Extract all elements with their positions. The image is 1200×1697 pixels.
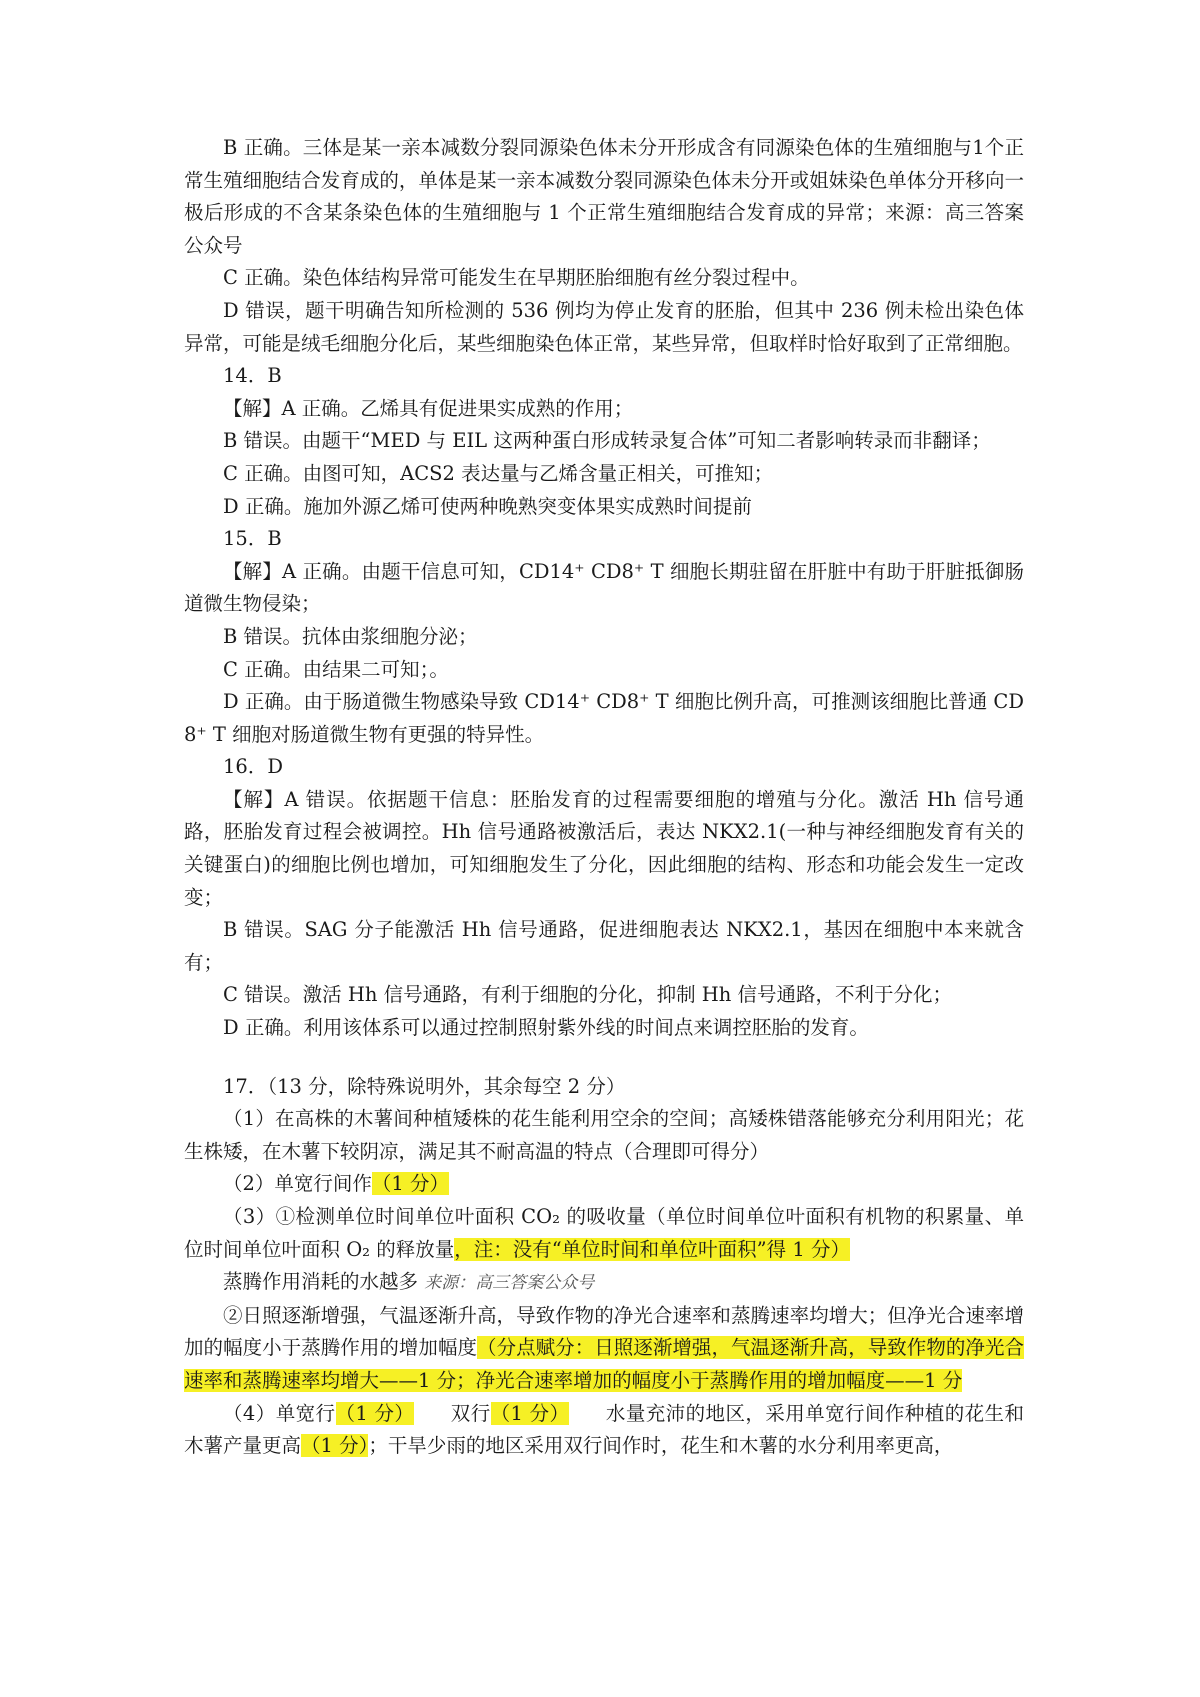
q17-part4	[184, 1398, 1024, 1463]
q17-part2-text: （2）单宽行间作	[223, 1172, 372, 1196]
q17-part4-a: （4）单宽行	[223, 1401, 336, 1425]
score-note-highlight: ，注：没有“单位时间和单位叶面积”得 1 分）	[454, 1237, 850, 1261]
q17-part3-extra	[184, 1266, 1024, 1300]
q13-option-c: C 正确。染色体结构异常可能发生在早期胚胎细胞有丝分裂过程中。	[223, 266, 810, 290]
q14-option-c: C 正确。由图可知，ACS2 表达量与乙烯含量正相关，可推知；	[223, 461, 774, 485]
q16-option-a: 【解】A 错误。依据题干信息：胚胎发育的过程需要细胞的增殖与分化。激活 Hh 信号通路，胚胎发育过程会被调控。Hh 信号通路被激活后，表达 NKX2.1(一种与神经细胞发育有关的关键蛋白)的细胞比例也增加，可知细胞发生了分化，因此细胞的结构、形态和功能会发生一定改变；	[184, 787, 1024, 909]
q16-option-c: C 错误。激活 Hh 信号通路，有利于细胞的分化，抑制 Hh 信号通路，不利于分化；	[223, 983, 953, 1007]
q17-part2	[184, 1168, 1024, 1201]
q13-option-d: D 错误，题干明确告知所检测的 536 例均为停止发育的胚胎，但其中 236 例未检出染色体异常，可能是绒毛细胞分化后，某些细胞染色体正常，某些异常，但取样时恰好取到了正常细胞。	[184, 298, 1024, 355]
q16-option-d: D 正确。利用该体系可以通过控制照射紫外线的时间点来调控胚胎的发育。	[223, 1016, 869, 1040]
q17-part4-c: 水量充沛的地区，采用单宽行间作种植的花生和木薯产量更高	[184, 1401, 1024, 1458]
q17-part4-d: ；干旱少雨的地区采用双行间作时，花生和木薯的水分利用率更高，	[368, 1434, 954, 1458]
score-highlight: （1 分）	[490, 1401, 570, 1425]
q16-answer: 16．D	[223, 755, 283, 779]
q15-answer: 15．B	[223, 527, 282, 551]
score-highlight: （1 分）	[301, 1434, 369, 1458]
q14-option-b: B 错误。由题干“MED 与 EIL 这两种蛋白形成转录复合体”可知二者影响转录而非翻译；	[223, 429, 991, 453]
q14-answer: 14．B	[223, 364, 282, 388]
q13-option-b: B 正确。三体是某一亲本减数分裂同源染色体未分开形成含有同源染色体的生殖细胞与1个正常生殖细胞结合发育成的，单体是某一亲本减数分裂同源染色体未分开或姐妹染色单体分开移向一极后形成的不含某条染色体的生殖细胞与 1 个正常生殖细胞结合发育成的异常；来源：高三答案公众号	[184, 136, 1024, 257]
q14-option-d: D 正确。施加外源乙烯可使两种晚熟突变体果实成熟时间提前	[223, 494, 752, 518]
q17-part3-2-text: ②日照逐渐增强，气温逐渐升高，导致作物的净光合速率和蒸腾速率均增大；但净光合速率增加的幅度小于蒸腾作用的增加幅度	[184, 1303, 1024, 1360]
q17-part4-b: 双行	[450, 1401, 491, 1425]
section-gap	[184, 1045, 1024, 1071]
q15-option-c: C 正确。由结果二可知；。	[223, 657, 449, 681]
q15-option-b: B 错误。抗体由浆细胞分泌；	[223, 624, 478, 648]
q15-option-d: D 正确。由于肠道微生物感染导致 CD14⁺ CD8⁺ T 细胞比例升高，可推测该细胞比普通 CD8⁺ T 细胞对肠道微生物有更强的特异性。	[184, 690, 1024, 746]
q17-part3-1-text: （3）①检测单位时间单位叶面积 CO₂ 的吸收量（单位时间单位叶面积有机物的积累量、单位时间单位叶面积 O₂ 的释放量	[184, 1205, 1024, 1261]
score-highlight: （1 分）	[371, 1172, 450, 1196]
q16-option-b: B 错误。SAG 分子能激活 Hh 信号通路，促进细胞表达 NKX2.1，基因在细胞中本来就含有；	[184, 918, 1024, 974]
q17-part1: （1）在高株的木薯间种植矮株的花生能利用空余的空间；高矮株错落能够充分利用阳光；花生株矮，在木薯下较阴凉，满足其不耐高温的特点（合理即可得分）	[184, 1107, 1024, 1163]
q17-heading: 17．（13 分，除特殊说明外，其余每空 2 分）	[223, 1074, 626, 1098]
score-note-highlight: （分点赋分：日照逐渐增强，气温逐渐升高，导致作物的净光合速率和蒸腾速率均增大——1 分；净光合速率增加的幅度小于蒸腾作用的增加幅度——1 分	[184, 1336, 1024, 1392]
source-watermark: 来源：高三答案公众号	[424, 1273, 595, 1294]
q17-part3-1	[184, 1201, 1024, 1266]
document-page	[184, 132, 1024, 1463]
q15-option-a: 【解】A 正确。由题干信息可知，CD14⁺ CD8⁺ T 细胞长期驻留在肝脏中有助于肝脏抵御肠道微生物侵染；	[184, 559, 1024, 616]
q17-part3-extra-text: 蒸腾作用消耗的水越多	[223, 1270, 419, 1294]
q14-option-a: 【解】A 正确。乙烯具有促进果实成熟的作用；	[223, 396, 634, 420]
q17-part3-2	[184, 1300, 1024, 1398]
score-highlight: （1 分）	[335, 1401, 415, 1425]
